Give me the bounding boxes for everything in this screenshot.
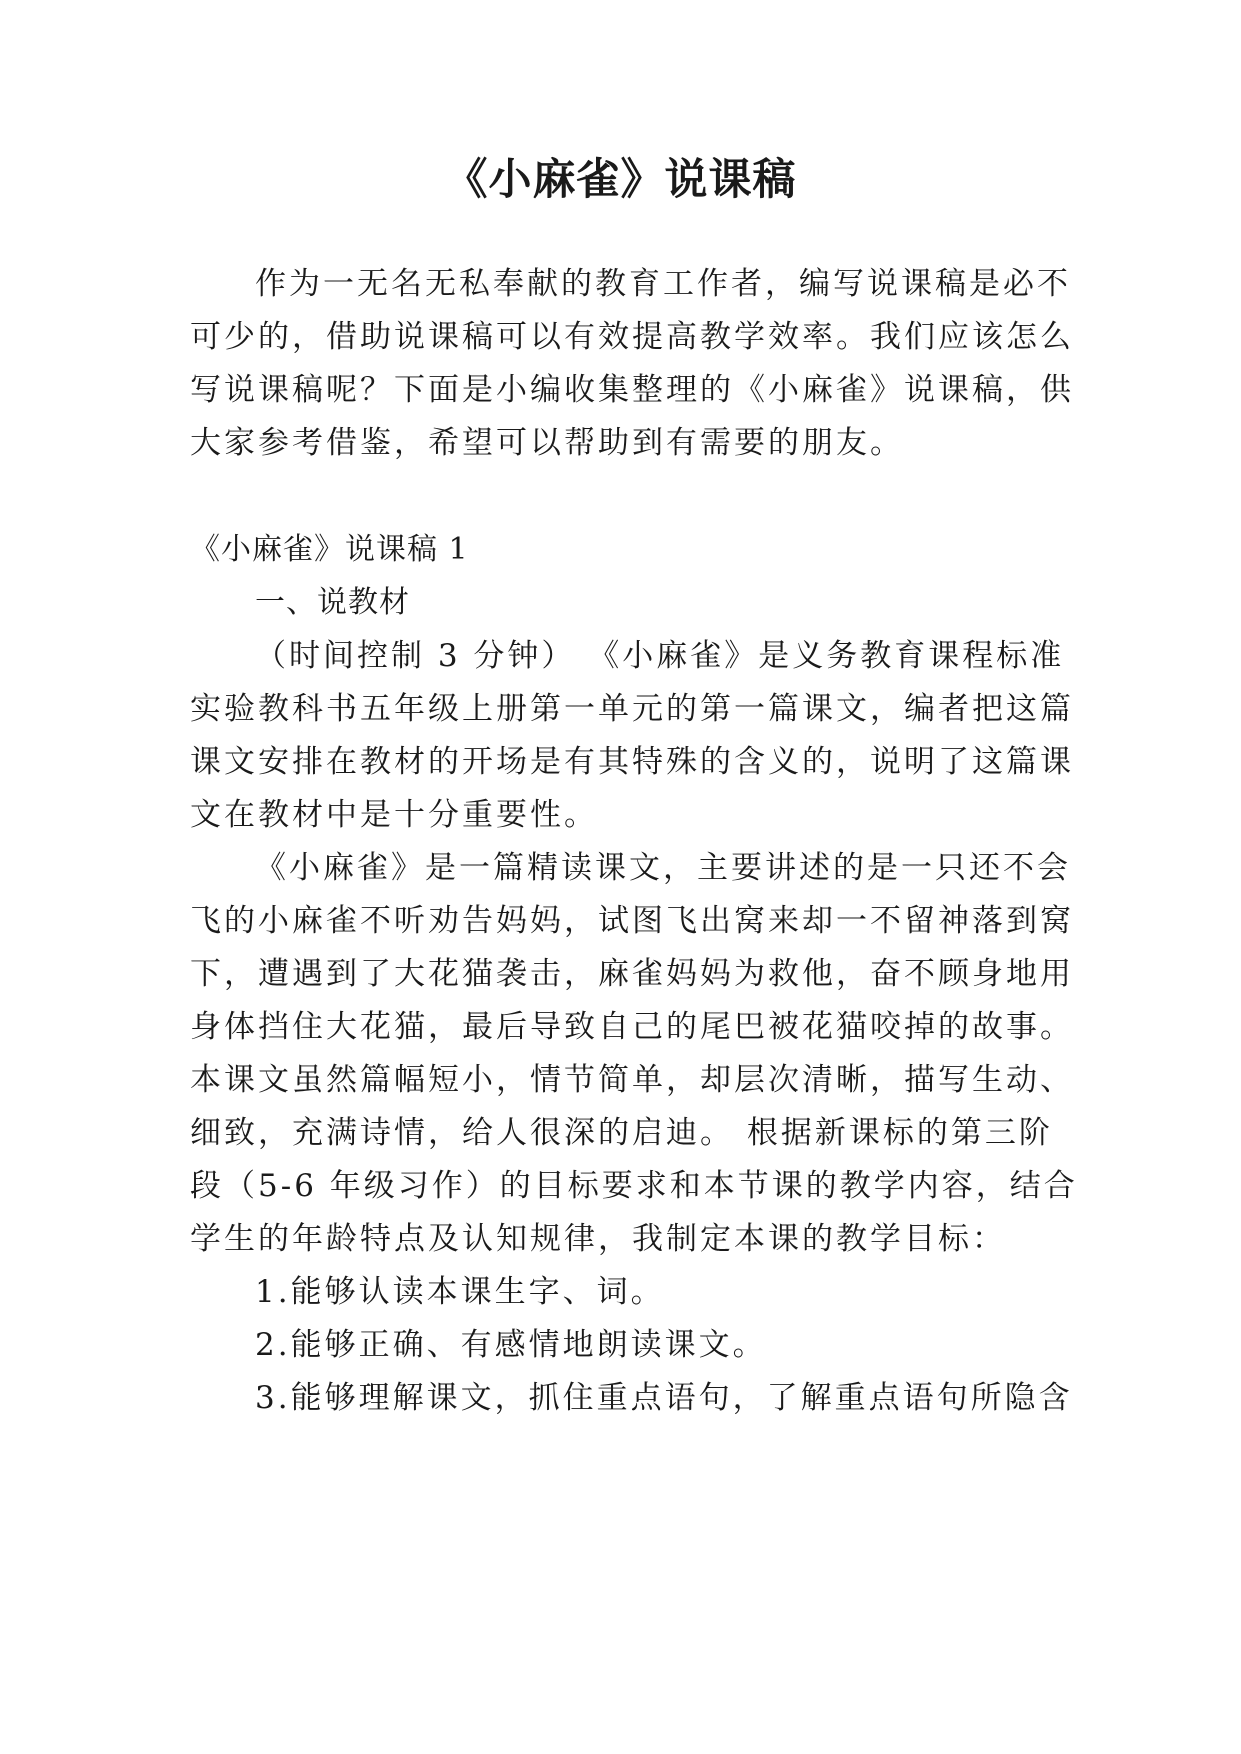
- paragraph-line: 《小麻雀》是一篇精读课文，主要讲述的是一只还不会: [255, 850, 1071, 886]
- goal-item: 2.能够正确、有感情地朗读课文。: [255, 1327, 767, 1363]
- paragraph-line: 飞的小麻雀不听劝告妈妈，试图飞出窝来却一不留神落到窝: [190, 903, 1074, 939]
- paragraph-line: 本课文虽然篇幅短小，情节简单，却层次清晰，描写生动、: [190, 1062, 1074, 1098]
- goal-item: 1.能够认读本课生字、词。: [255, 1274, 665, 1310]
- document-title: 《小麻雀》说课稿: [444, 155, 797, 205]
- subsection-heading: 一、说教材: [255, 585, 410, 620]
- paragraph-line: 学生的年龄特点及认知规律，我制定本课的教学目标：: [190, 1221, 1006, 1257]
- paragraph-line: 课文安排在教材的开场是有其特殊的含义的，说明了这篇课: [190, 744, 1074, 780]
- goal-item: 3.能够理解课文，抓住重点语句，了解重点语句所隐含: [255, 1380, 1073, 1416]
- paragraph-line: 细致，充满诗情，给人很深的启迪。 根据新课标的第三阶: [190, 1115, 1053, 1151]
- intro-line: 作为一无名无私奉献的教育工作者，编写说课稿是必不: [255, 266, 1071, 302]
- intro-line: 大家参考借鉴，希望可以帮助到有需要的朋友。: [190, 425, 904, 461]
- paragraph-line: 身体挡住大花猫，最后导致自己的尾巴被花猫咬掉的故事。: [190, 1009, 1074, 1045]
- paragraph-line: 实验教科书五年级上册第一单元的第一篇课文，编者把这篇: [190, 691, 1074, 727]
- paragraph-line: 段（5-6 年级习作）的目标要求和本节课的教学内容，结合: [190, 1168, 1078, 1204]
- paragraph-line: 文在教材中是十分重要性。: [190, 797, 598, 833]
- paragraph-line: （时间控制 3 分钟） 《小麻雀》是义务教育课程标准: [255, 638, 1065, 674]
- intro-line: 可少的，借助说课稿可以有效提高教学效率。我们应该怎么: [190, 319, 1074, 355]
- section-heading: 《小麻雀》说课稿 1: [190, 532, 469, 567]
- paragraph-line: 下，遭遇到了大花猫袭击，麻雀妈妈为救他，奋不顾身地用: [190, 956, 1074, 992]
- intro-line: 写说课稿呢？下面是小编收集整理的《小麻雀》说课稿，供: [190, 372, 1074, 408]
